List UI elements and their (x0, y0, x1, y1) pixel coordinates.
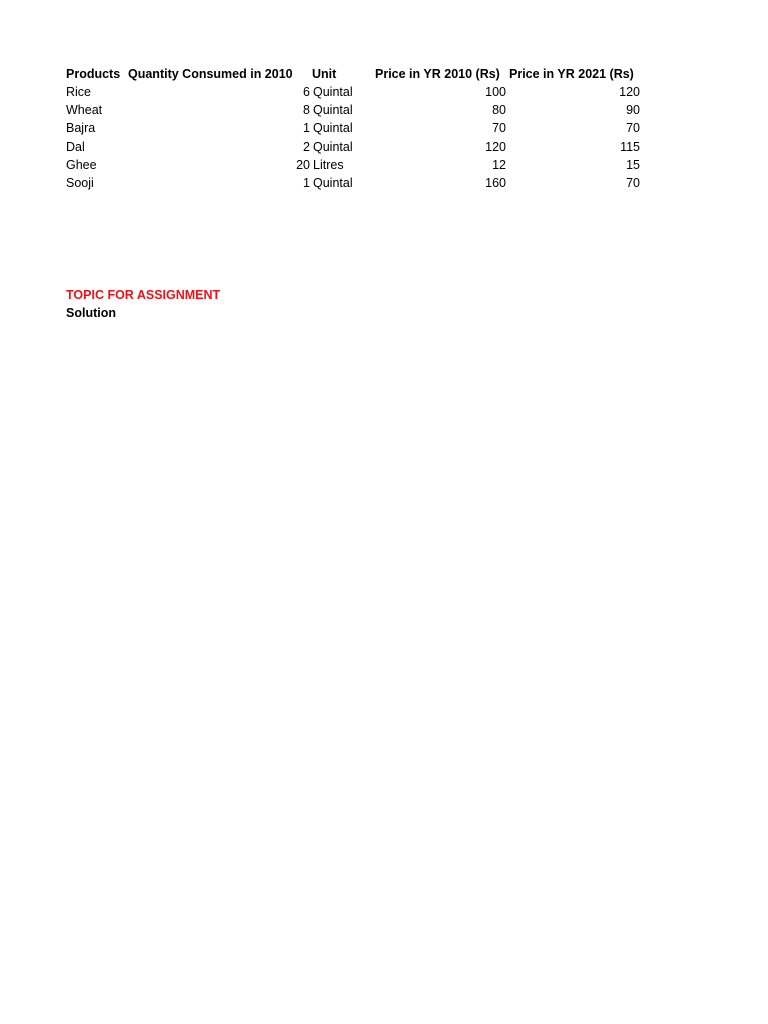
row-price-2010: 80 (492, 103, 506, 117)
row-unit: Quintal (313, 176, 353, 190)
topic-heading: TOPIC FOR ASSIGNMENT (66, 288, 221, 302)
row-product: Sooji (66, 176, 94, 190)
row-quantity: 20 (296, 158, 310, 172)
row-unit: Quintal (313, 140, 353, 154)
row-quantity: 6 (303, 85, 310, 99)
row-quantity: 1 (303, 121, 310, 135)
row-product: Dal (66, 140, 85, 154)
row-quantity: 8 (303, 103, 310, 117)
header-quantity: Quantity Consumed in 2010 (128, 67, 293, 81)
row-product: Ghee (66, 158, 97, 172)
row-product: Bajra (66, 121, 96, 135)
row-product: Rice (66, 85, 92, 99)
row-quantity: 1 (303, 176, 310, 190)
row-unit: Quintal (313, 121, 353, 135)
header-price-2010: Price in YR 2010 (Rs) (375, 67, 500, 81)
row-price-2021: 90 (626, 103, 640, 117)
row-price-2010: 12 (492, 158, 506, 172)
header-price-2021: Price in YR 2021 (Rs) (509, 67, 634, 81)
row-product: Wheat (66, 103, 103, 117)
row-price-2021: 15 (626, 158, 640, 172)
header-products: Products (66, 67, 121, 81)
row-price-2010: 100 (485, 85, 506, 99)
row-quantity: 2 (303, 140, 310, 154)
row-unit: Litres (313, 158, 344, 172)
solution-label: Solution (66, 306, 116, 320)
row-unit: Quintal (313, 85, 353, 99)
row-price-2010: 120 (485, 140, 506, 154)
row-price-2021: 70 (626, 121, 640, 135)
row-price-2021: 70 (626, 176, 640, 190)
row-price-2021: 120 (619, 85, 640, 99)
header-unit: Unit (312, 67, 337, 81)
row-price-2010: 70 (492, 121, 506, 135)
row-price-2010: 160 (485, 176, 506, 190)
row-price-2021: 115 (620, 140, 640, 154)
row-unit: Quintal (313, 103, 353, 117)
